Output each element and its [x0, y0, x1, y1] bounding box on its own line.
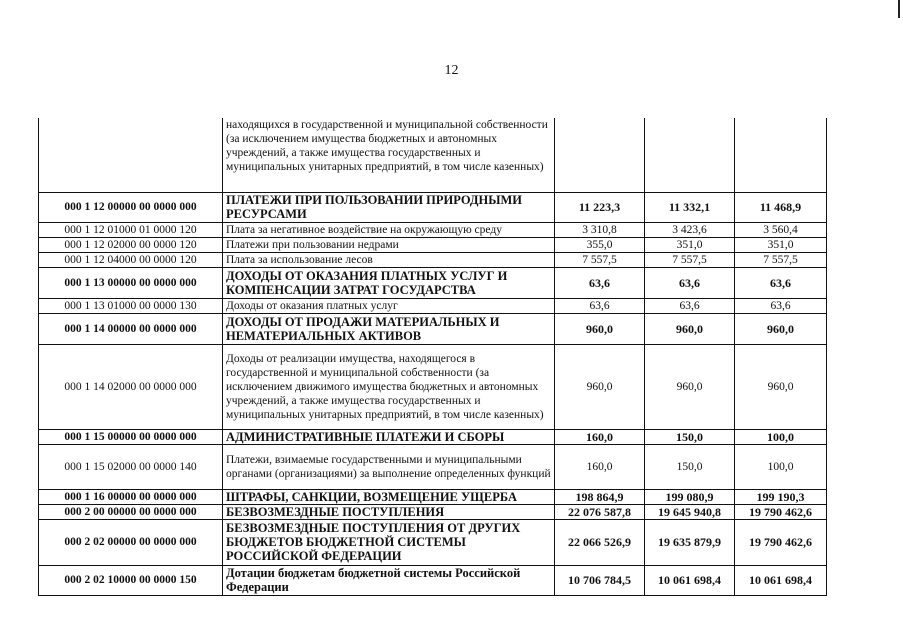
amount-year-3-cell: [735, 118, 827, 192]
amount-year-2-cell: 960,0: [645, 344, 735, 429]
amount-year-2-cell: 150,0: [645, 429, 735, 444]
budget-code-cell: 000 1 15 00000 00 0000 000: [39, 429, 223, 444]
revenue-name-cell: Доходы от реализации имущества, находящегося в государственной и муниципальной собственности (за исключением движимого имущества бюджетных и автономных учреждений, а также имущества государственных и муниципальных унитарных предприятий, в том числе казенных): [223, 344, 555, 429]
revenue-name-cell: БЕЗВОЗМЕЗДНЫЕ ПОСТУПЛЕНИЯ ОТ ДРУГИХ БЮДЖЕТОВ БЮДЖЕТНОЙ СИСТЕМЫ РОССИЙСКОЙ ФЕДЕРАЦИИ: [223, 519, 555, 565]
budget-code-cell: 000 1 12 00000 00 0000 000: [39, 192, 223, 222]
amount-year-2-cell: 19 645 940,8: [645, 504, 735, 519]
amount-year-2-cell: 63,6: [645, 298, 735, 313]
amount-year-1-cell: 355,0: [555, 237, 645, 252]
revenue-name-cell: Дотации бюджетам бюджетной системы Российской Федерации: [223, 565, 555, 595]
amount-year-1-cell: 22 076 587,8: [555, 504, 645, 519]
revenue-name-cell: БЕЗВОЗМЕЗДНЫЕ ПОСТУПЛЕНИЯ: [223, 504, 555, 519]
revenue-name-cell: Платежи при пользовании недрами: [223, 237, 555, 252]
amount-year-3-cell: 63,6: [735, 298, 827, 313]
budget-code-cell: 000 2 00 00000 00 0000 000: [39, 504, 223, 519]
budget-code-cell: 000 1 13 00000 00 0000 000: [39, 267, 223, 298]
amount-year-2-cell: [645, 118, 735, 192]
amount-year-1-cell: 960,0: [555, 313, 645, 344]
page-number: 12: [444, 63, 459, 78]
amount-year-2-cell: 19 635 879,9: [645, 519, 735, 565]
amount-year-2-cell: 150,0: [645, 444, 735, 489]
amount-year-1-cell: 160,0: [555, 429, 645, 444]
table-row: [39, 519, 827, 565]
table-row: [39, 118, 827, 192]
table-row: [39, 252, 827, 267]
amount-year-3-cell: 63,6: [735, 267, 827, 298]
amount-year-1-cell: 198 864,9: [555, 489, 645, 504]
amount-year-3-cell: 7 557,5: [735, 252, 827, 267]
revenue-name-cell: ДОХОДЫ ОТ ПРОДАЖИ МАТЕРИАЛЬНЫХ И НЕМАТЕРИАЛЬНЫХ АКТИВОВ: [223, 313, 555, 344]
amount-year-2-cell: 199 080,9: [645, 489, 735, 504]
revenue-name-cell: ПЛАТЕЖИ ПРИ ПОЛЬЗОВАНИИ ПРИРОДНЫМИ РЕСУРСАМИ: [223, 192, 555, 222]
table-row: [39, 429, 827, 444]
amount-year-2-cell: 960,0: [645, 313, 735, 344]
amount-year-3-cell: 199 190,3: [735, 489, 827, 504]
table-row: [39, 313, 827, 344]
amount-year-3-cell: 19 790 462,6: [735, 504, 827, 519]
revenue-name-cell: ШТРАФЫ, САНКЦИИ, ВОЗМЕЩЕНИЕ УЩЕРБА: [223, 489, 555, 504]
budget-revenue-table: [38, 118, 827, 596]
budget-code-cell: 000 1 12 04000 00 0000 120: [39, 252, 223, 267]
table-row: [39, 267, 827, 298]
table-row: [39, 222, 827, 237]
table-row: [39, 237, 827, 252]
table-row: [39, 504, 827, 519]
table-row: [39, 298, 827, 313]
revenue-name-cell: Плата за негативное воздействие на окружающую среду: [223, 222, 555, 237]
revenue-name-cell: находящихся в государственной и муниципальной собственности (за исключением имущества бюджетных и автономных учреждений, а также имущества государственных и муниципальных унитарных предприятий, в том числе казенных): [223, 118, 555, 192]
amount-year-1-cell: 22 066 526,9: [555, 519, 645, 565]
revenue-name-cell: АДМИНИСТРАТИВНЫЕ ПЛАТЕЖИ И СБОРЫ: [223, 429, 555, 444]
amount-year-3-cell: 100,0: [735, 429, 827, 444]
amount-year-2-cell: 10 061 698,4: [645, 565, 735, 595]
amount-year-1-cell: 11 223,3: [555, 192, 645, 222]
budget-code-cell: [39, 118, 223, 192]
budget-code-cell: 000 1 14 00000 00 0000 000: [39, 313, 223, 344]
budget-code-cell: 000 1 14 02000 00 0000 000: [39, 344, 223, 429]
table-row: [39, 344, 827, 429]
amount-year-1-cell: 160,0: [555, 444, 645, 489]
amount-year-1-cell: 960,0: [555, 344, 645, 429]
amount-year-3-cell: 3 560,4: [735, 222, 827, 237]
amount-year-1-cell: 3 310,8: [555, 222, 645, 237]
amount-year-3-cell: 100,0: [735, 444, 827, 489]
amount-year-3-cell: 960,0: [735, 344, 827, 429]
amount-year-2-cell: 351,0: [645, 237, 735, 252]
amount-year-2-cell: 11 332,1: [645, 192, 735, 222]
budget-code-cell: 000 1 16 00000 00 0000 000: [39, 489, 223, 504]
amount-year-1-cell: 7 557,5: [555, 252, 645, 267]
amount-year-1-cell: [555, 118, 645, 192]
scan-edge-mark: [898, 0, 900, 18]
budget-code-cell: 000 1 13 01000 00 0000 130: [39, 298, 223, 313]
revenue-name-cell: Доходы от оказания платных услуг: [223, 298, 555, 313]
budget-code-cell: 000 1 12 02000 00 0000 120: [39, 237, 223, 252]
amount-year-2-cell: 7 557,5: [645, 252, 735, 267]
table-row: [39, 489, 827, 504]
budget-code-cell: 000 1 12 01000 01 0000 120: [39, 222, 223, 237]
amount-year-3-cell: 19 790 462,6: [735, 519, 827, 565]
revenue-name-cell: ДОХОДЫ ОТ ОКАЗАНИЯ ПЛАТНЫХ УСЛУГ И КОМПЕНСАЦИИ ЗАТРАТ ГОСУДАРСТВА: [223, 267, 555, 298]
amount-year-3-cell: 11 468,9: [735, 192, 827, 222]
amount-year-2-cell: 63,6: [645, 267, 735, 298]
budget-code-cell: 000 2 02 00000 00 0000 000: [39, 519, 223, 565]
amount-year-1-cell: 63,6: [555, 298, 645, 313]
budget-code-cell: 000 1 15 02000 00 0000 140: [39, 444, 223, 489]
amount-year-3-cell: 960,0: [735, 313, 827, 344]
amount-year-3-cell: 10 061 698,4: [735, 565, 827, 595]
revenue-name-cell: Платежи, взимаемые государственными и муниципальными органами (организациями) за выполнение определенных функций: [223, 444, 555, 489]
budget-code-cell: 000 2 02 10000 00 0000 150: [39, 565, 223, 595]
amount-year-2-cell: 3 423,6: [645, 222, 735, 237]
budget-table-body: [39, 118, 827, 595]
amount-year-1-cell: 10 706 784,5: [555, 565, 645, 595]
table-row: [39, 192, 827, 222]
amount-year-1-cell: 63,6: [555, 267, 645, 298]
table-row: [39, 444, 827, 489]
table-row: [39, 565, 827, 595]
amount-year-3-cell: 351,0: [735, 237, 827, 252]
revenue-name-cell: Плата за использование лесов: [223, 252, 555, 267]
